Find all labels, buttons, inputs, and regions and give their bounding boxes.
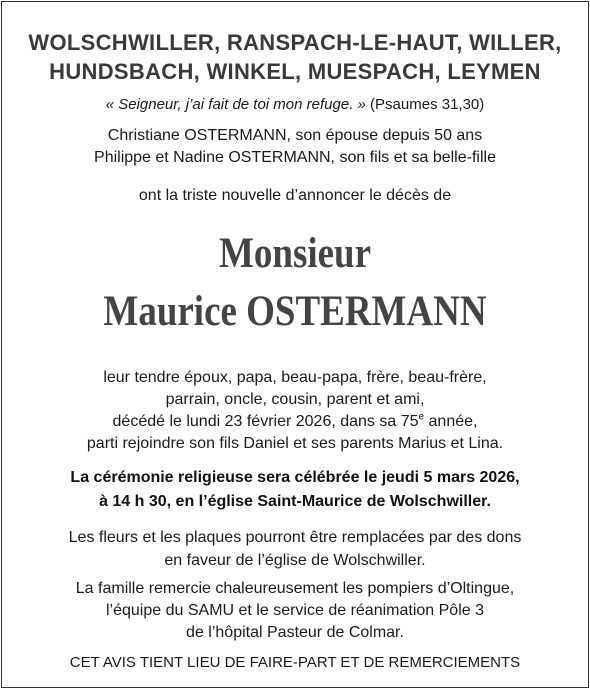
- details-line-3-end: année,: [424, 413, 478, 430]
- footer-notice: CET AVIS TIENT LIEU DE FAIRE-PART ET DE REMERCIEMENTS: [69, 654, 521, 671]
- ceremony-line-1: La cérémonie religieuse sera célébrée le jeudi 5 mars 2026,: [70, 469, 520, 486]
- thanks-line-3: de l’hôpital Pasteur de Colmar.: [186, 624, 404, 641]
- family-members: [2, 125, 588, 169]
- details-line-3-start: décédé le lundi 23 février 2026, dans sa 75: [112, 413, 419, 430]
- thanks-line-2: l’équipe du SAMU et le service de réanimation Pôle 3: [106, 602, 484, 619]
- bible-quote: [2, 96, 588, 114]
- obituary-notice: [1, 1, 589, 688]
- family-line-2: Philippe et Nadine OSTERMANN, son fils et sa belle-fille: [94, 149, 496, 166]
- details-line-4: parti rejoindre son fils Daniel et ses parents Marius et Lina.: [86, 435, 504, 452]
- deceased-name: Maurice OSTERMANN: [103, 288, 487, 335]
- deceased-name-block: [43, 225, 547, 341]
- quote-text: « Seigneur, j’ai fait de toi mon refuge. »: [105, 96, 366, 113]
- details-line-1: leur tendre époux, papa, beau-papa, frère, beau-frère,: [103, 369, 487, 386]
- ordinal-superscript: e: [418, 411, 425, 423]
- ceremony-info: [2, 466, 588, 514]
- ceremony-line-2: à 14 h 30, en l’église Saint-Maurice de Wolschwiller.: [99, 493, 491, 510]
- places-line-2: HUNDSBACH, WINKEL, MUESPACH, LEYMEN: [49, 59, 541, 84]
- announcement-text: ont la triste nouvelle d’annoncer le décès de: [138, 187, 452, 204]
- flowers-note: [2, 526, 588, 572]
- details-line-3: [2, 411, 588, 433]
- places-header: [2, 28, 588, 86]
- thanks-note: [2, 578, 588, 644]
- places-line-1: WOLSCHWILLER, RANSPACH-LE-HAUT, WILLER,: [28, 30, 562, 55]
- family-line-1: Christiane OSTERMANN, son épouse depuis 50 ans: [107, 127, 483, 144]
- details-line-2: parrain, oncle, cousin, parent et ami,: [165, 391, 425, 408]
- deceased-title: Monsieur: [218, 230, 372, 277]
- flowers-line-2: en faveur de l’église de Wolschwiller.: [164, 552, 426, 569]
- deceased-details: [2, 367, 588, 455]
- flowers-line-1: Les fleurs et les plaques pourront être remplacées par des dons: [68, 529, 522, 546]
- quote-reference: (Psaumes 31,30): [370, 96, 485, 113]
- thanks-line-1: La famille remercie chaleureusement les pompiers d’Oltingue,: [75, 580, 515, 597]
